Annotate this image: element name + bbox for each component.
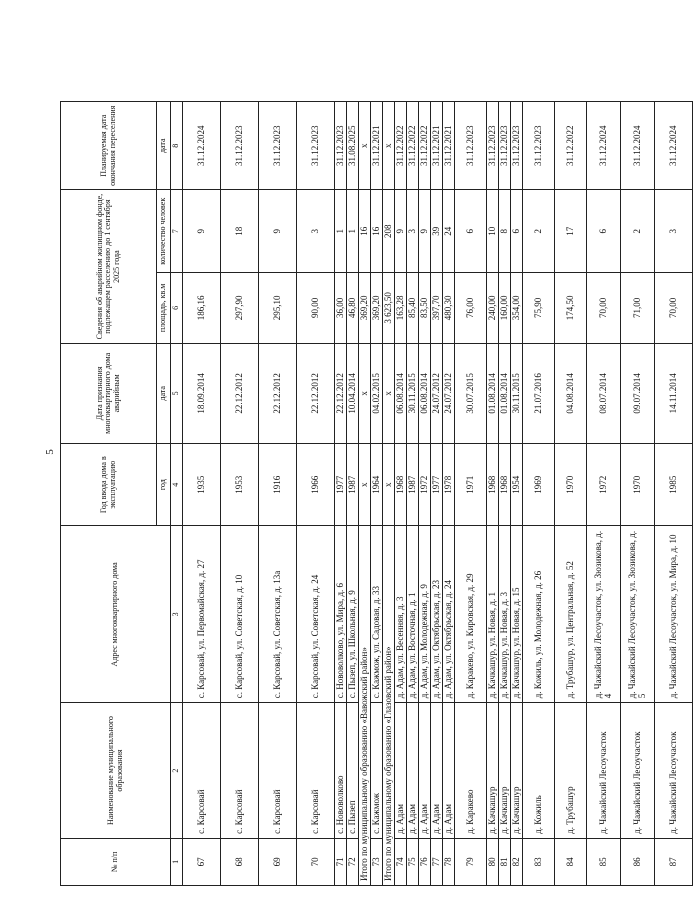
plan-date-cell: 31.12.2022 — [555, 102, 587, 190]
plan-date-cell: 31.12.2021 — [431, 102, 443, 190]
recognition-date-cell: 21.07.2016 — [523, 343, 555, 443]
recognition-date-cell: 01.08.2014 — [499, 343, 511, 443]
address-cell: д. Трубашур, ул. Центральная, д. 52 — [555, 526, 587, 703]
people-cell: 9 — [259, 190, 297, 273]
area-cell: 90,00 — [297, 273, 335, 344]
header-people: количество человек — [157, 190, 171, 273]
row-number-cell: 87 — [655, 838, 693, 885]
recognition-date-cell: 01.08.2014 — [487, 343, 499, 443]
area-cell: 163,28 — [395, 273, 407, 344]
header-address: Адрес многоквартирного дома — [61, 526, 171, 703]
recognition-date-cell: 24.07.2012 — [443, 343, 455, 443]
row-number-cell: 86 — [621, 838, 655, 885]
plan-date-cell: 31.12.2022 — [419, 102, 431, 190]
municipality-cell: д. Качкашур — [499, 703, 511, 839]
municipality-cell: с. Карсовай — [297, 703, 335, 839]
people-cell: 17 — [555, 190, 587, 273]
table-row — [297, 102, 335, 886]
plan-date-cell: 31.12.2022 — [407, 102, 419, 190]
address-cell: с. Нововолково, ул. Мира, д. 6 — [335, 526, 347, 703]
people-cell: 24 — [443, 190, 455, 273]
recognition-date-cell: 30.11.2015 — [407, 343, 419, 443]
address-cell: д. Качкашур, ул. Новая, д. 1 — [487, 526, 499, 703]
row-number-cell: 70 — [297, 838, 335, 885]
area-cell: 295,10 — [259, 273, 297, 344]
year-cell: 1953 — [221, 443, 259, 526]
row-number-cell: 73 — [371, 838, 383, 885]
area-cell: 36,00 — [335, 273, 347, 344]
address-cell: д. Адам, ул. Октябрьская, д. 23 — [431, 526, 443, 703]
table-row — [443, 102, 455, 886]
address-cell: д. Чажайский Лесоучасток, ул. Зюзикова, д. 4 — [587, 526, 621, 703]
row-number-cell: 85 — [587, 838, 621, 885]
area-cell: 83,50 — [419, 273, 431, 344]
year-cell: 1985 — [655, 443, 693, 526]
table-row — [371, 102, 383, 886]
row-number-cell: 71 — [335, 838, 347, 885]
recognition-date-cell: x — [383, 343, 395, 443]
area-cell: 369,20 — [371, 273, 383, 344]
people-cell: 16 — [359, 190, 371, 273]
year-cell: 1972 — [419, 443, 431, 526]
municipality-cell: д. Кожиль — [523, 703, 555, 839]
municipality-cell: с. Карсовай — [259, 703, 297, 839]
year-cell: 1970 — [621, 443, 655, 526]
municipality-cell: д. Чажайский Лесоучасток — [621, 703, 655, 839]
area-cell: 240,00 — [487, 273, 499, 344]
people-cell: 3 — [407, 190, 419, 273]
plan-date-cell: 31.12.2024 — [183, 102, 221, 190]
plan-date-cell: 31.12.2023 — [455, 102, 487, 190]
people-cell: 8 — [499, 190, 511, 273]
people-cell: 6 — [587, 190, 621, 273]
recognition-date-cell: 04.08.2014 — [555, 343, 587, 443]
row-number-cell: 72 — [347, 838, 359, 885]
plan-date-cell: 31.12.2024 — [587, 102, 621, 190]
area-cell: 160,00 — [499, 273, 511, 344]
column-number: 5 — [171, 343, 183, 443]
row-number-cell: 83 — [523, 838, 555, 885]
year-cell: 1969 — [523, 443, 555, 526]
header-year-group: Год ввода дома в эксплуатацию — [61, 443, 157, 526]
table-row — [555, 102, 587, 886]
address-cell: д. Качкашур, ул. Новая, д. 15 — [511, 526, 523, 703]
recognition-date-cell: 10.04.2014 — [347, 343, 359, 443]
recognition-date-cell: 22.12.2012 — [259, 343, 297, 443]
table-row — [395, 102, 407, 886]
year-cell: 1977 — [335, 443, 347, 526]
municipality-cell: с. Кажмож — [371, 703, 383, 839]
address-cell: д. Адам, ул. Весенняя, д. 3 — [395, 526, 407, 703]
municipality-cell: д. Каракево — [455, 703, 487, 839]
municipality-cell: д. Адам — [407, 703, 419, 839]
plan-date-cell: 31.12.2023 — [511, 102, 523, 190]
recognition-date-cell: 24.07.2012 — [431, 343, 443, 443]
people-cell: 2 — [523, 190, 555, 273]
recognition-date-cell: 22.12.2012 — [297, 343, 335, 443]
people-cell: 3 — [297, 190, 335, 273]
row-number-cell: 81 — [499, 838, 511, 885]
row-number-cell: 76 — [419, 838, 431, 885]
area-cell: 397,70 — [431, 273, 443, 344]
year-cell: 1968 — [499, 443, 511, 526]
area-cell: 354,00 — [511, 273, 523, 344]
header-fund-group: Сведения об аварийном жилищном фонде, подлежащем расселению до 1 сентября 2025 года — [61, 190, 157, 343]
recognition-date-cell: 09.07.2014 — [621, 343, 655, 443]
people-cell: 16 — [371, 190, 383, 273]
column-number: 8 — [171, 102, 183, 190]
municipality-cell: д. Чажайский Лесоучасток — [587, 703, 621, 839]
column-number: 6 — [171, 273, 183, 344]
row-number-cell: 67 — [183, 838, 221, 885]
municipality-cell: д. Чажайский Лесоучасток — [655, 703, 693, 839]
table-row — [407, 102, 419, 886]
recognition-date-cell: 22.12.2012 — [335, 343, 347, 443]
address-cell: с. Карсовай, ул. Советская, д. 24 — [297, 526, 335, 703]
column-number: 4 — [171, 443, 183, 526]
page-number: 5 — [44, 449, 56, 455]
municipality-cell: д. Адам — [395, 703, 407, 839]
header-plan-group: Планируемая дата окончания переселения — [61, 102, 157, 190]
plan-date-cell: 31.12.2024 — [621, 102, 655, 190]
address-cell: с. Кажмож, ул. Садовая, д. 33 — [371, 526, 383, 703]
year-cell: 1954 — [511, 443, 523, 526]
table-row — [511, 102, 523, 886]
people-cell: 9 — [183, 190, 221, 273]
address-cell: с. Карсовай, ул. Советская, д. 10 — [221, 526, 259, 703]
municipality-cell: д. Качкашур — [511, 703, 523, 839]
table-row — [419, 102, 431, 886]
year-cell: 1978 — [443, 443, 455, 526]
municipality-cell: д. Адам — [419, 703, 431, 839]
year-cell: 1935 — [183, 443, 221, 526]
year-cell: 1987 — [407, 443, 419, 526]
recognition-date-cell: 30.11.2015 — [511, 343, 523, 443]
resettlement-table — [60, 101, 693, 886]
area-cell: 70,00 — [655, 273, 693, 344]
year-cell: 1916 — [259, 443, 297, 526]
people-cell: 1 — [335, 190, 347, 273]
municipality-cell: д. Качкашур — [487, 703, 499, 839]
recognition-date-cell: 08.07.2014 — [587, 343, 621, 443]
plan-date-cell: 31.12.2023 — [297, 102, 335, 190]
municipality-cell: с. Карсовай — [183, 703, 221, 839]
recognition-date-cell: 30.07.2015 — [455, 343, 487, 443]
table-row — [431, 102, 443, 886]
area-cell: 480,30 — [443, 273, 455, 344]
municipality-cell: д. Трубашур — [555, 703, 587, 839]
people-cell: 18 — [221, 190, 259, 273]
area-cell: 174,50 — [555, 273, 587, 344]
address-cell: д. Чажайский Лесоучасток, ул. Мира, д. 10 — [655, 526, 693, 703]
plan-date-cell: x — [359, 102, 371, 190]
municipality-cell: д. Адам — [443, 703, 455, 839]
subtotal-row — [383, 102, 395, 886]
recognition-date-cell: 06.08.2014 — [419, 343, 431, 443]
address-cell: с. Пызеп, ул. Школьная, д. 9 — [347, 526, 359, 703]
table-row — [655, 102, 693, 886]
year-cell: 1971 — [455, 443, 487, 526]
people-cell: 6 — [511, 190, 523, 273]
year-cell: 1964 — [371, 443, 383, 526]
plan-date-cell: 31.12.2023 — [259, 102, 297, 190]
people-cell: 39 — [431, 190, 443, 273]
table-row — [523, 102, 555, 886]
row-number-cell: 74 — [395, 838, 407, 885]
table-row — [347, 102, 359, 886]
row-number-cell: 77 — [431, 838, 443, 885]
municipality-cell: с. Нововолково — [335, 703, 347, 839]
plan-date-cell: 31.12.2021 — [371, 102, 383, 190]
table-row — [221, 102, 259, 886]
header-num: № п/п — [61, 838, 171, 885]
subtotal-label: Итого по муниципальному образованию «Вавожский район» — [359, 526, 371, 886]
people-cell: 6 — [455, 190, 487, 273]
column-number: 7 — [171, 190, 183, 273]
plan-date-cell: 31.08.2025 — [347, 102, 359, 190]
municipality-cell: д. Адам — [431, 703, 443, 839]
plan-date-cell: 31.12.2023 — [499, 102, 511, 190]
subtotal-label: Итого по муниципальному образованию «Глазовский район» — [383, 526, 395, 886]
people-cell: 3 — [655, 190, 693, 273]
header-plan-date: дата — [157, 102, 171, 190]
year-cell: x — [383, 443, 395, 526]
recognition-date-cell: 22.12.2012 — [221, 343, 259, 443]
year-cell: 1987 — [347, 443, 359, 526]
table-row — [455, 102, 487, 886]
people-cell: 208 — [383, 190, 395, 273]
table-row — [621, 102, 655, 886]
area-cell: 76,00 — [455, 273, 487, 344]
table-row — [487, 102, 499, 886]
subtotal-row — [359, 102, 371, 886]
row-number-cell: 75 — [407, 838, 419, 885]
recognition-date-cell: 04.02.2015 — [371, 343, 383, 443]
row-number-cell: 82 — [511, 838, 523, 885]
plan-date-cell: 31.12.2023 — [523, 102, 555, 190]
table-row — [183, 102, 221, 886]
area-cell: 186,16 — [183, 273, 221, 344]
plan-date-cell: 31.12.2023 — [487, 102, 499, 190]
table-row — [259, 102, 297, 886]
address-cell: д. Каракево, ул. Кировская, д. 29 — [455, 526, 487, 703]
row-number-cell: 78 — [443, 838, 455, 885]
year-cell: x — [359, 443, 371, 526]
area-cell: 71,00 — [621, 273, 655, 344]
address-cell: д. Качкашур, ул. Новая, д. 3 — [499, 526, 511, 703]
row-number-cell: 79 — [455, 838, 487, 885]
people-cell: 10 — [487, 190, 499, 273]
header-area: площадь, кв.м — [157, 273, 171, 344]
plan-date-cell: 31.12.2021 — [443, 102, 455, 190]
area-cell: 46,80 — [347, 273, 359, 344]
year-cell: 1968 — [395, 443, 407, 526]
address-cell: д. Адам, ул. Октябрьская, д. 24 — [443, 526, 455, 703]
rotated-table-wrapper — [60, 101, 678, 886]
area-cell: 369,20 — [359, 273, 371, 344]
address-cell: д. Кожиль, ул. Молодежная, д. 26 — [523, 526, 555, 703]
people-cell: 1 — [347, 190, 359, 273]
column-number: 1 — [171, 838, 183, 885]
recognition-date-cell: 06.08.2014 — [395, 343, 407, 443]
people-cell: 9 — [395, 190, 407, 273]
table-row — [499, 102, 511, 886]
area-cell: 85,40 — [407, 273, 419, 344]
recognition-date-cell: 14.11.2014 — [655, 343, 693, 443]
people-cell: 2 — [621, 190, 655, 273]
year-cell: 1966 — [297, 443, 335, 526]
row-number-cell: 80 — [487, 838, 499, 885]
area-cell: 297,90 — [221, 273, 259, 344]
table-row — [587, 102, 621, 886]
year-cell: 1972 — [587, 443, 621, 526]
row-number-cell: 84 — [555, 838, 587, 885]
row-number-cell: 68 — [221, 838, 259, 885]
address-cell: д. Адам, ул. Молодежная, д. 9 — [419, 526, 431, 703]
header-municipality: Наименование муниципального образования — [61, 703, 171, 839]
recognition-date-cell: x — [359, 343, 371, 443]
plan-date-cell: 31.12.2023 — [221, 102, 259, 190]
year-cell: 1977 — [431, 443, 443, 526]
column-number: 3 — [171, 526, 183, 703]
table-body — [183, 102, 693, 886]
plan-date-cell: 31.12.2022 — [395, 102, 407, 190]
address-cell: с. Карсовай, ул. Первомайская, д. 27 — [183, 526, 221, 703]
address-cell: д. Адам, ул. Восточная, д. 1 — [407, 526, 419, 703]
area-cell: 3 623,50 — [383, 273, 395, 344]
municipality-cell: с. Пызеп — [347, 703, 359, 839]
plan-date-cell: 31.12.2024 — [655, 102, 693, 190]
recognition-date-cell: 18.09.2014 — [183, 343, 221, 443]
header-recognition-date: дата — [157, 343, 171, 443]
row-number-cell: 69 — [259, 838, 297, 885]
address-cell: д. Чажайский Лесоучасток, ул. Зюзикова, д. 5 — [621, 526, 655, 703]
year-cell: 1968 — [487, 443, 499, 526]
area-cell: 75,90 — [523, 273, 555, 344]
table-row — [335, 102, 347, 886]
header-year: год — [157, 443, 171, 526]
year-cell: 1970 — [555, 443, 587, 526]
people-cell: 9 — [419, 190, 431, 273]
column-number: 2 — [171, 703, 183, 839]
plan-date-cell: 31.12.2023 — [335, 102, 347, 190]
plan-date-cell: x — [383, 102, 395, 190]
address-cell: с. Карсовай, ул. Советская, д. 13а — [259, 526, 297, 703]
municipality-cell: с. Карсовай — [221, 703, 259, 839]
header-recognition-group: Дата признания многоквартирного дома аварийным — [61, 343, 157, 443]
area-cell: 70,00 — [587, 273, 621, 344]
